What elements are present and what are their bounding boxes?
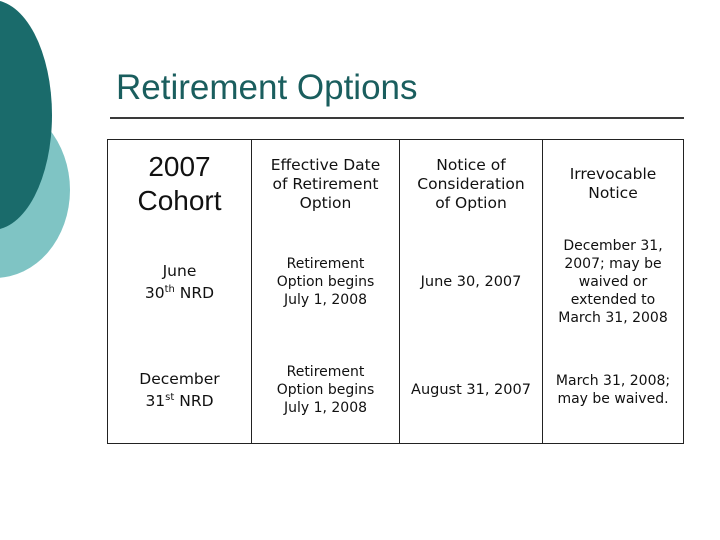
row-2-irrevocable: March 31, 2008; may be waived. bbox=[542, 336, 683, 443]
title-divider bbox=[110, 117, 684, 119]
row-1-effective-date: Retirement Option begins July 1, 2008 bbox=[251, 228, 399, 336]
header-notice-of-consideration: Notice of Consideration of Option bbox=[399, 140, 542, 228]
row-2-notice: August 31, 2007 bbox=[399, 336, 542, 443]
row-2-cohort-sup: st bbox=[165, 391, 175, 403]
row-2-cohort bbox=[108, 336, 251, 443]
row-1-cohort-sup: th bbox=[164, 283, 175, 295]
row-1-cohort bbox=[108, 228, 251, 336]
row-1-notice: June 30, 2007 bbox=[399, 228, 542, 336]
row-1-cohort-day: June bbox=[162, 262, 197, 280]
row-1-cohort-num: 30 bbox=[144, 284, 165, 302]
row-2-cohort-suffix: NRD bbox=[174, 391, 214, 410]
row-2-cohort-num: 31 bbox=[145, 391, 166, 410]
retirement-options-table bbox=[107, 139, 684, 444]
row-2-cohort-day: December bbox=[139, 369, 220, 388]
row-1-cohort-suffix: NRD bbox=[174, 284, 215, 302]
row-1-irrevocable: December 31, 2007; may be waived or extended to March 31, 2008 bbox=[542, 228, 683, 336]
row-2-effective-date: Retirement Option begins July 1, 2008 bbox=[251, 336, 399, 443]
header-effective-date: Effective Date of Retirement Option bbox=[251, 140, 399, 228]
header-cohort: 2007 Cohort bbox=[137, 151, 222, 216]
decorative-circles bbox=[0, 0, 110, 300]
header-irrevocable-notice: Irrevocable Notice bbox=[542, 140, 683, 228]
slide-title: Retirement Options bbox=[116, 68, 418, 107]
